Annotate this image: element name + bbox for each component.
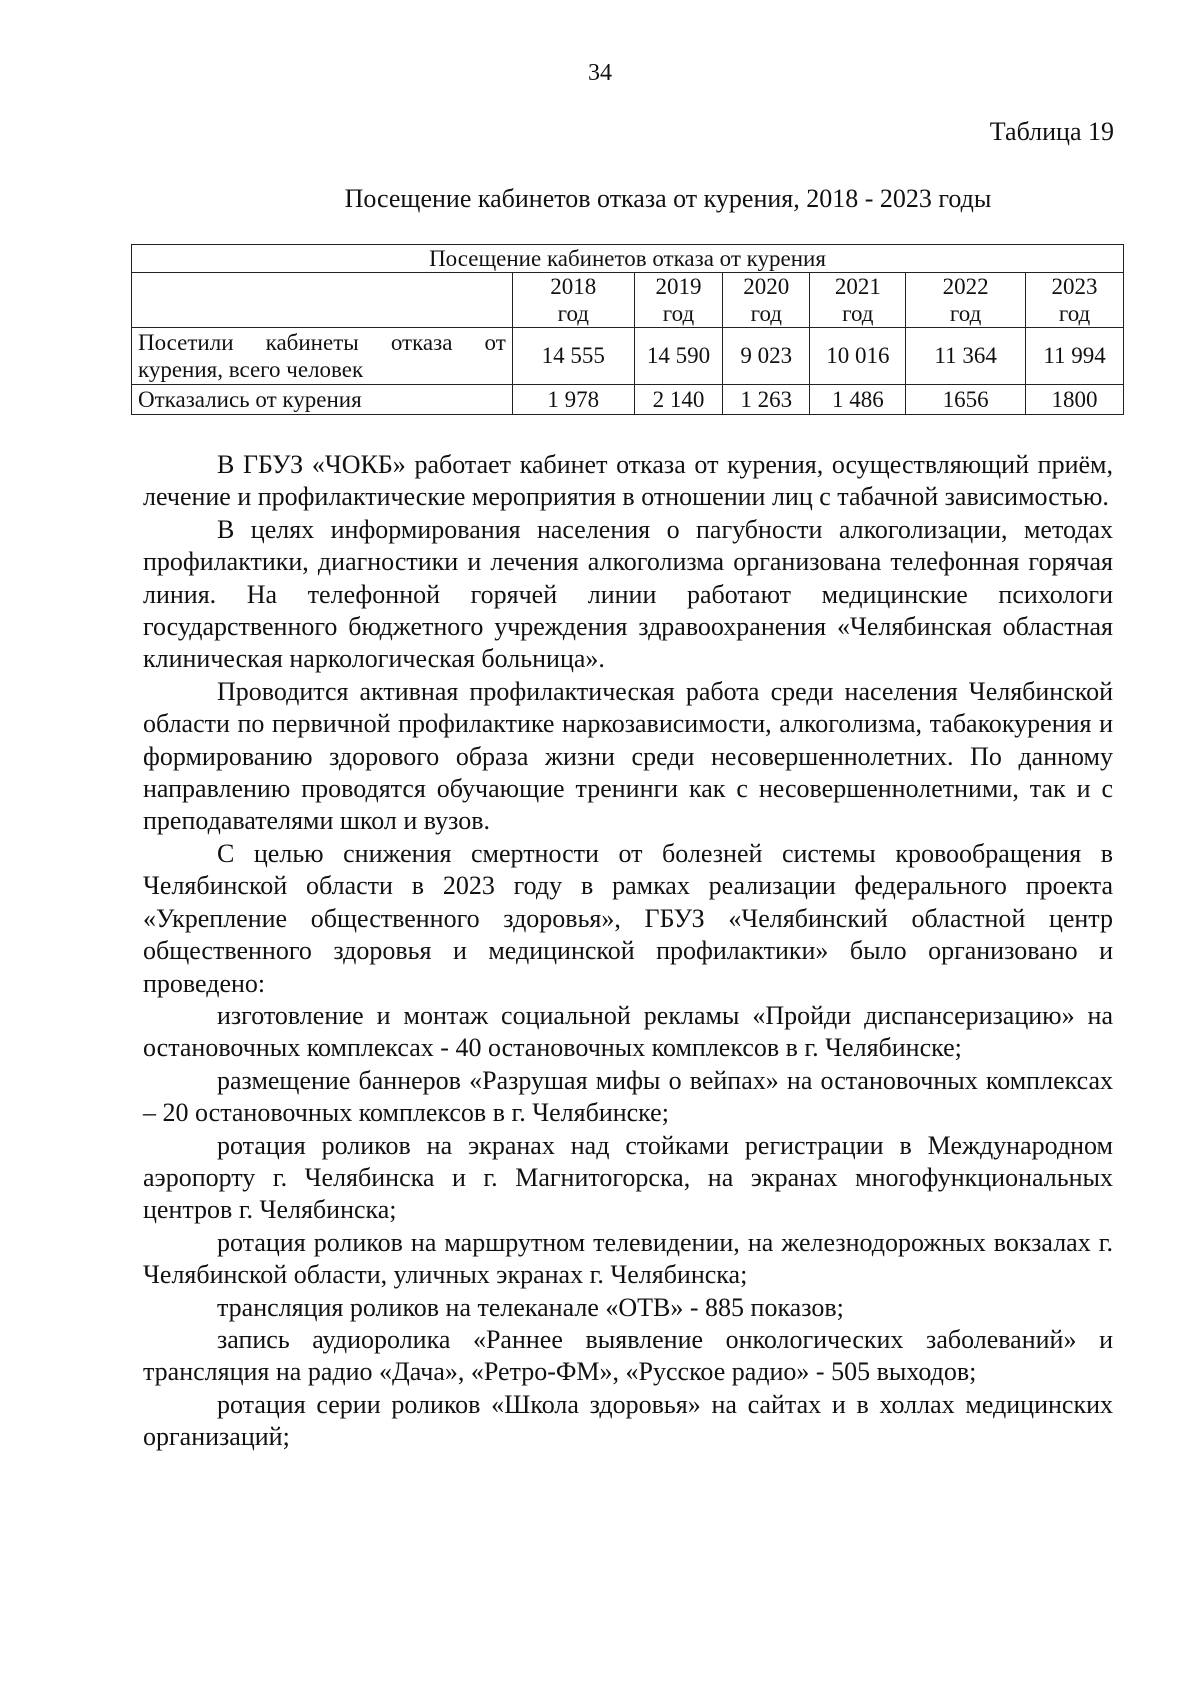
table-cell: 1 263 [723, 385, 810, 415]
year-suffix: год [557, 301, 589, 326]
table-header-row [132, 245, 1124, 273]
paragraph: Проводится активная профилактическая работа среди населения Челябинской области по первичной профилактике наркозависимости, алкоголизма, табакокурения и формированию здорового образа жизни среди несовершеннолетних. По данному направлению проводятся обучающие тренинги как с несовершеннолетними, так и с преподавателями школ и вузов. [143, 676, 1113, 836]
paragraph: В целях информирования населения о пагубности алкоголизации, методах профилактики, диагностики и лечения алкоголизма организована телефонная горячая линия. На телефонной горячей линии работают медицинские психологи государственного бюджетного учреждения здравоохранения «Челябинская областная клиническая наркологическая больница». [143, 514, 1113, 674]
table-cell: 14 555 [512, 328, 634, 385]
year-value: 2019 [655, 274, 702, 299]
paragraph: С целью снижения смертности от болезней системы кровообращения в Челябинской области в 2023 году в рамках реализации федерального проекта «Укрепление общественного здоровья», ГБУЗ «Челябинский областной центр общественного здоровья и медицинской профилактики» было организовано и проведено: [143, 838, 1113, 998]
table-cell: 11 994 [1026, 328, 1124, 385]
table-cell: 11 364 [906, 328, 1026, 385]
year-value: 2021 [834, 274, 881, 299]
table-cell: 10 016 [810, 328, 906, 385]
year-header-cell [810, 273, 906, 328]
paragraph: ротация роликов на экранах над стойками регистрации в Международном аэропорту г. Челябинска и г. Магнитогорска, на экранах многофункциональных центров г. Челябинска; [143, 1130, 1113, 1225]
year-suffix: год [842, 301, 874, 326]
paragraph: запись аудиоролика «Раннее выявление онкологических заболеваний» и трансляция на радио «Дача», «Ретро-ФМ», «Русское радио» - 505 выходов; [143, 1324, 1113, 1387]
year-header-cell [512, 273, 634, 328]
year-header-cell [906, 273, 1026, 328]
table-spanning-header: Посещение кабинетов отказа от курения [132, 245, 1124, 273]
body-text [143, 449, 1113, 1454]
row-label-word: от [484, 330, 506, 355]
smoking-cessation-table [131, 244, 1124, 415]
table-title: Посещение кабинетов отказа от курения, 2018 - 2023 годы [344, 184, 992, 213]
paragraph: трансляция роликов на телеканале «ОТВ» - 885 показов; [217, 1292, 844, 1322]
paragraph: ротация роликов на маршрутном телевидении, на железнодорожных вокзалах г. Челябинской области, уличных экранах г. Челябинска; [143, 1227, 1113, 1290]
year-header-cell [634, 273, 722, 328]
year-suffix: год [949, 301, 982, 326]
table-cell: 14 590 [634, 328, 722, 385]
year-value: 2022 [942, 274, 989, 299]
table-row [132, 385, 1124, 415]
row-label-word: отказа [390, 330, 453, 355]
table-label: Таблица 19 [989, 117, 1114, 146]
row-label-word: Посетили [138, 330, 234, 355]
year-value: 2020 [743, 274, 790, 299]
table-cell: 9 023 [723, 328, 810, 385]
row-label-visited [132, 328, 513, 385]
table-year-row [132, 273, 1124, 328]
row-label-line: курения, всего человек [138, 357, 364, 382]
year-header-cell [1026, 273, 1124, 328]
year-suffix: год [750, 301, 782, 326]
year-suffix: год [662, 301, 695, 326]
table-cell: 1 978 [512, 385, 634, 415]
year-value: 2018 [550, 274, 597, 299]
table-empty-header-cell [132, 273, 513, 328]
table-cell: 2 140 [634, 385, 722, 415]
row-label-word: кабинеты [265, 330, 359, 355]
table-cell: 1800 [1026, 385, 1124, 415]
paragraph: изготовление и монтаж социальной рекламы «Пройди диспансеризацию» на остановочных комплексах - 40 остановочных комплексов в г. Челябинске; [143, 1000, 1113, 1063]
year-header-cell [723, 273, 810, 328]
year-value: 2023 [1051, 274, 1098, 299]
page-number: 34 [588, 60, 612, 86]
row-label-quit: Отказались от курения [132, 385, 513, 415]
paragraph: В ГБУЗ «ЧОКБ» работает кабинет отказа от курения, осуществляющий приём, лечение и профилактические мероприятия в отношении лиц с табачной зависимостью. [143, 450, 1113, 512]
table-cell: 1656 [906, 385, 1026, 415]
row-label-line [138, 329, 506, 356]
table-row [132, 328, 1124, 385]
paragraph: размещение баннеров «Разрушая мифы о вейпах» на остановочных комплексах – 20 остановочных комплексов в г. Челябинске; [143, 1065, 1113, 1128]
paragraph: ротация серии роликов «Школа здоровья» на сайтах и в холлах медицинских организаций; [143, 1389, 1113, 1452]
table-cell: 1 486 [810, 385, 906, 415]
year-suffix: год [1058, 301, 1091, 326]
